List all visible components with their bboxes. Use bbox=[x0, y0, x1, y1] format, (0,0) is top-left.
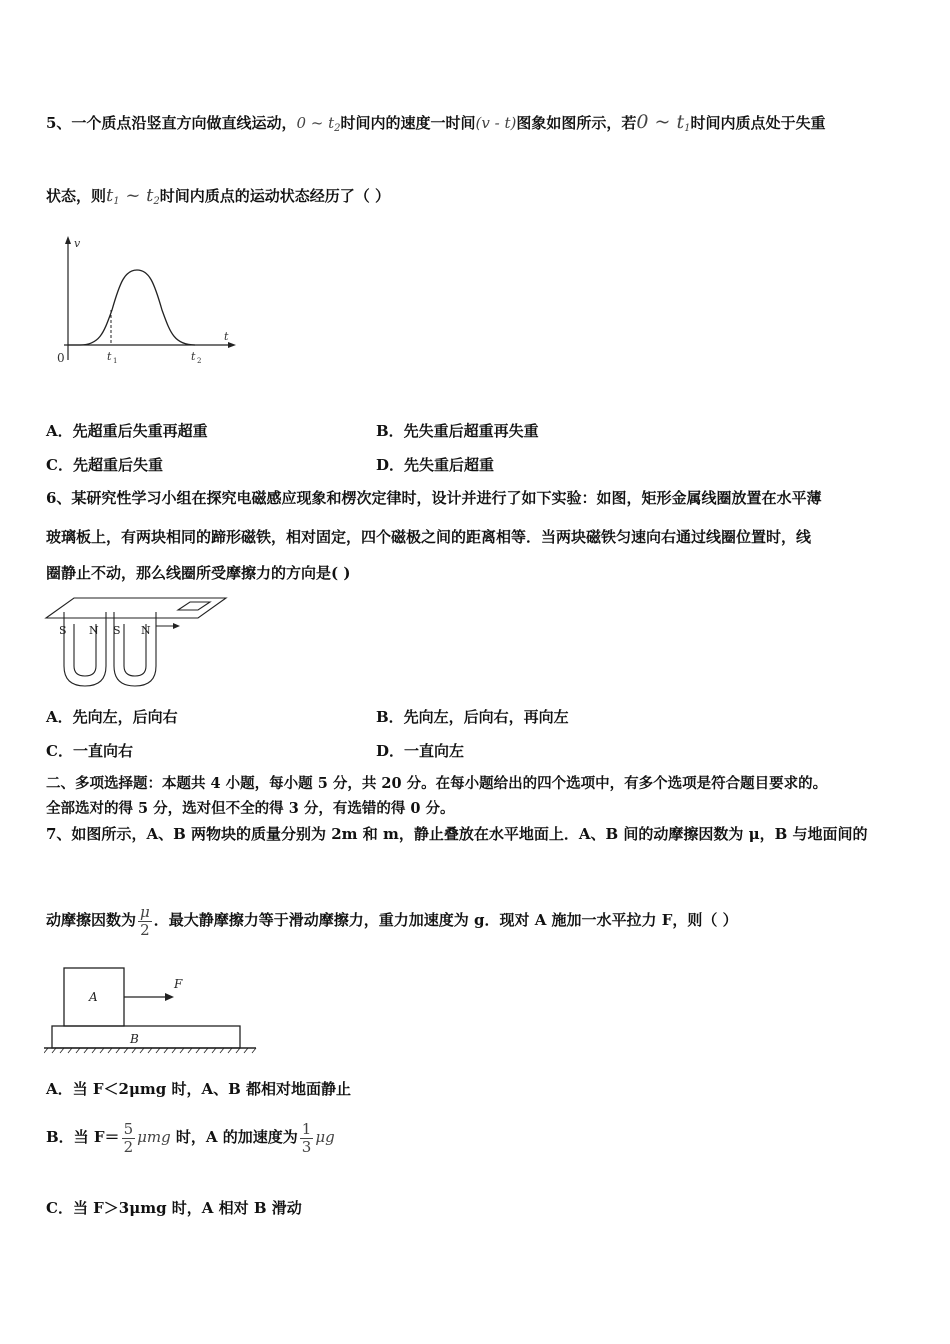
q7-block-figure bbox=[44, 962, 264, 1058]
section2-line2: 全部选对的得 5 分，选对但不全的得 3 分，有选错的得 0 分。 bbox=[46, 800, 455, 817]
q5-stem-line1: 5、一个质点沿竖直方向做直线运动，0 ~ $t_2$时间内的速度一时间(v - t)图象如图所示，若0 ~ $t_1$时间内质点处于失重 bbox=[46, 111, 826, 134]
q7-optb-fraction2: $\frac{1}{3}$ bbox=[301, 1119, 312, 1156]
pole-label-3: S bbox=[113, 624, 121, 637]
pole-label-1: S bbox=[59, 624, 67, 637]
q7-option-a: A．当 F＜2μmg 时，A、B 都相对地面静止 bbox=[46, 1080, 352, 1098]
v-axis-label: v bbox=[74, 237, 81, 250]
q5-math-vt: (v - t) bbox=[475, 114, 517, 132]
q7-fraction: $\frac{\mu}{2}$ bbox=[140, 902, 150, 939]
velocity-arrow-icon bbox=[173, 623, 180, 629]
q5-option-a: A．先超重后失重再超重 bbox=[46, 422, 208, 440]
velocity-curve bbox=[68, 270, 195, 345]
pole-label-4: N bbox=[141, 624, 151, 637]
q6-stem-line1: 6、某研究性学习小组在探究电磁感应现象和楞次定律时，设计并进行了如下实验：如图，矩形金属线圈放置在水平薄 bbox=[46, 489, 822, 507]
q6-stem-line3: 圈静止不动，那么线圈所受摩擦力的方向是( ) bbox=[46, 564, 351, 582]
force-label: F bbox=[174, 977, 183, 991]
q5-vt-graph bbox=[50, 232, 250, 372]
magnet-1-outer bbox=[64, 612, 106, 686]
q5-math-range1: 0 ~ $t_1$ bbox=[636, 111, 691, 134]
block-b bbox=[52, 1026, 240, 1048]
q7-option-b: B．当 F＝ $\frac{5}{2}$ μmg 时，A 的加速度为 $\frac{1}{3}$ μg bbox=[46, 1119, 335, 1156]
q5-math-range2: $t_1$ ~ $t_2$ bbox=[106, 185, 160, 207]
section2-line1: 二、多项选择题：本题共 4 小题，每小题 5 分，共 20 分。在每小题给出的四个选项中，有多个选项是符合题目要求的。 bbox=[46, 775, 828, 792]
v-axis-arrow-icon bbox=[65, 236, 71, 244]
q5-option-d: D．先失重后超重 bbox=[376, 456, 495, 474]
block-b-label: B bbox=[130, 1032, 139, 1046]
q5-option-c: C．先超重后失重 bbox=[46, 456, 163, 474]
t-axis-label: t bbox=[224, 330, 229, 343]
q6-stem-line2: 玻璃板上，有两块相同的蹄形磁铁，相对固定，四个磁极之间的距离相等．当两块磁铁匀速向右通过线圈位置时，线 bbox=[46, 528, 812, 546]
q5-math-range: 0 ~ $t_2$ bbox=[296, 114, 341, 134]
pole-label-2: N bbox=[89, 624, 99, 637]
q5-stem-line2: 状态，则$t_1$ ~ $t_2$时间内质点的运动状态经历了（ ） bbox=[46, 185, 390, 207]
q6-option-a: A．先向左，后向右 bbox=[46, 708, 178, 726]
t-axis-arrow-icon bbox=[228, 342, 236, 348]
t1-sub-label: 1 bbox=[113, 357, 118, 365]
q7-optb-fraction1: $\frac{5}{2}$ bbox=[123, 1119, 134, 1156]
block-a-label: A bbox=[89, 990, 98, 1004]
q6-magnet-figure bbox=[44, 594, 234, 694]
q6-option-c: C．一直向右 bbox=[46, 742, 133, 760]
t2-label: t bbox=[191, 350, 196, 363]
coil-icon bbox=[178, 602, 210, 610]
q6-option-d: D．一直向左 bbox=[376, 742, 465, 760]
t2-sub-label: 2 bbox=[197, 357, 202, 365]
origin-label: 0 bbox=[57, 351, 65, 365]
glass-plate bbox=[46, 598, 226, 618]
q7-stem-line2: 动摩擦因数为 $\frac{\mu}{2}$ ．最大静摩擦力等于滑动摩擦力，重力加速度为 g．现对 A 施加一水平拉力 F，则（ ） bbox=[46, 902, 738, 939]
force-arrow-icon bbox=[165, 993, 174, 1001]
q6-option-b: B．先向左，后向右，再向左 bbox=[376, 708, 569, 726]
q7-option-c: C．当 F＞3μmg 时，A 相对 B 滑动 bbox=[46, 1199, 302, 1217]
q7-stem-line1: 7、如图所示，A、B 两物块的质量分别为 2m 和 m，静止叠放在水平地面上．A、B 间的动摩擦因数为 μ，B 与地面间的 bbox=[46, 825, 868, 843]
q5-option-b: B．先失重后超重再失重 bbox=[376, 422, 539, 440]
t1-label: t bbox=[107, 350, 112, 363]
